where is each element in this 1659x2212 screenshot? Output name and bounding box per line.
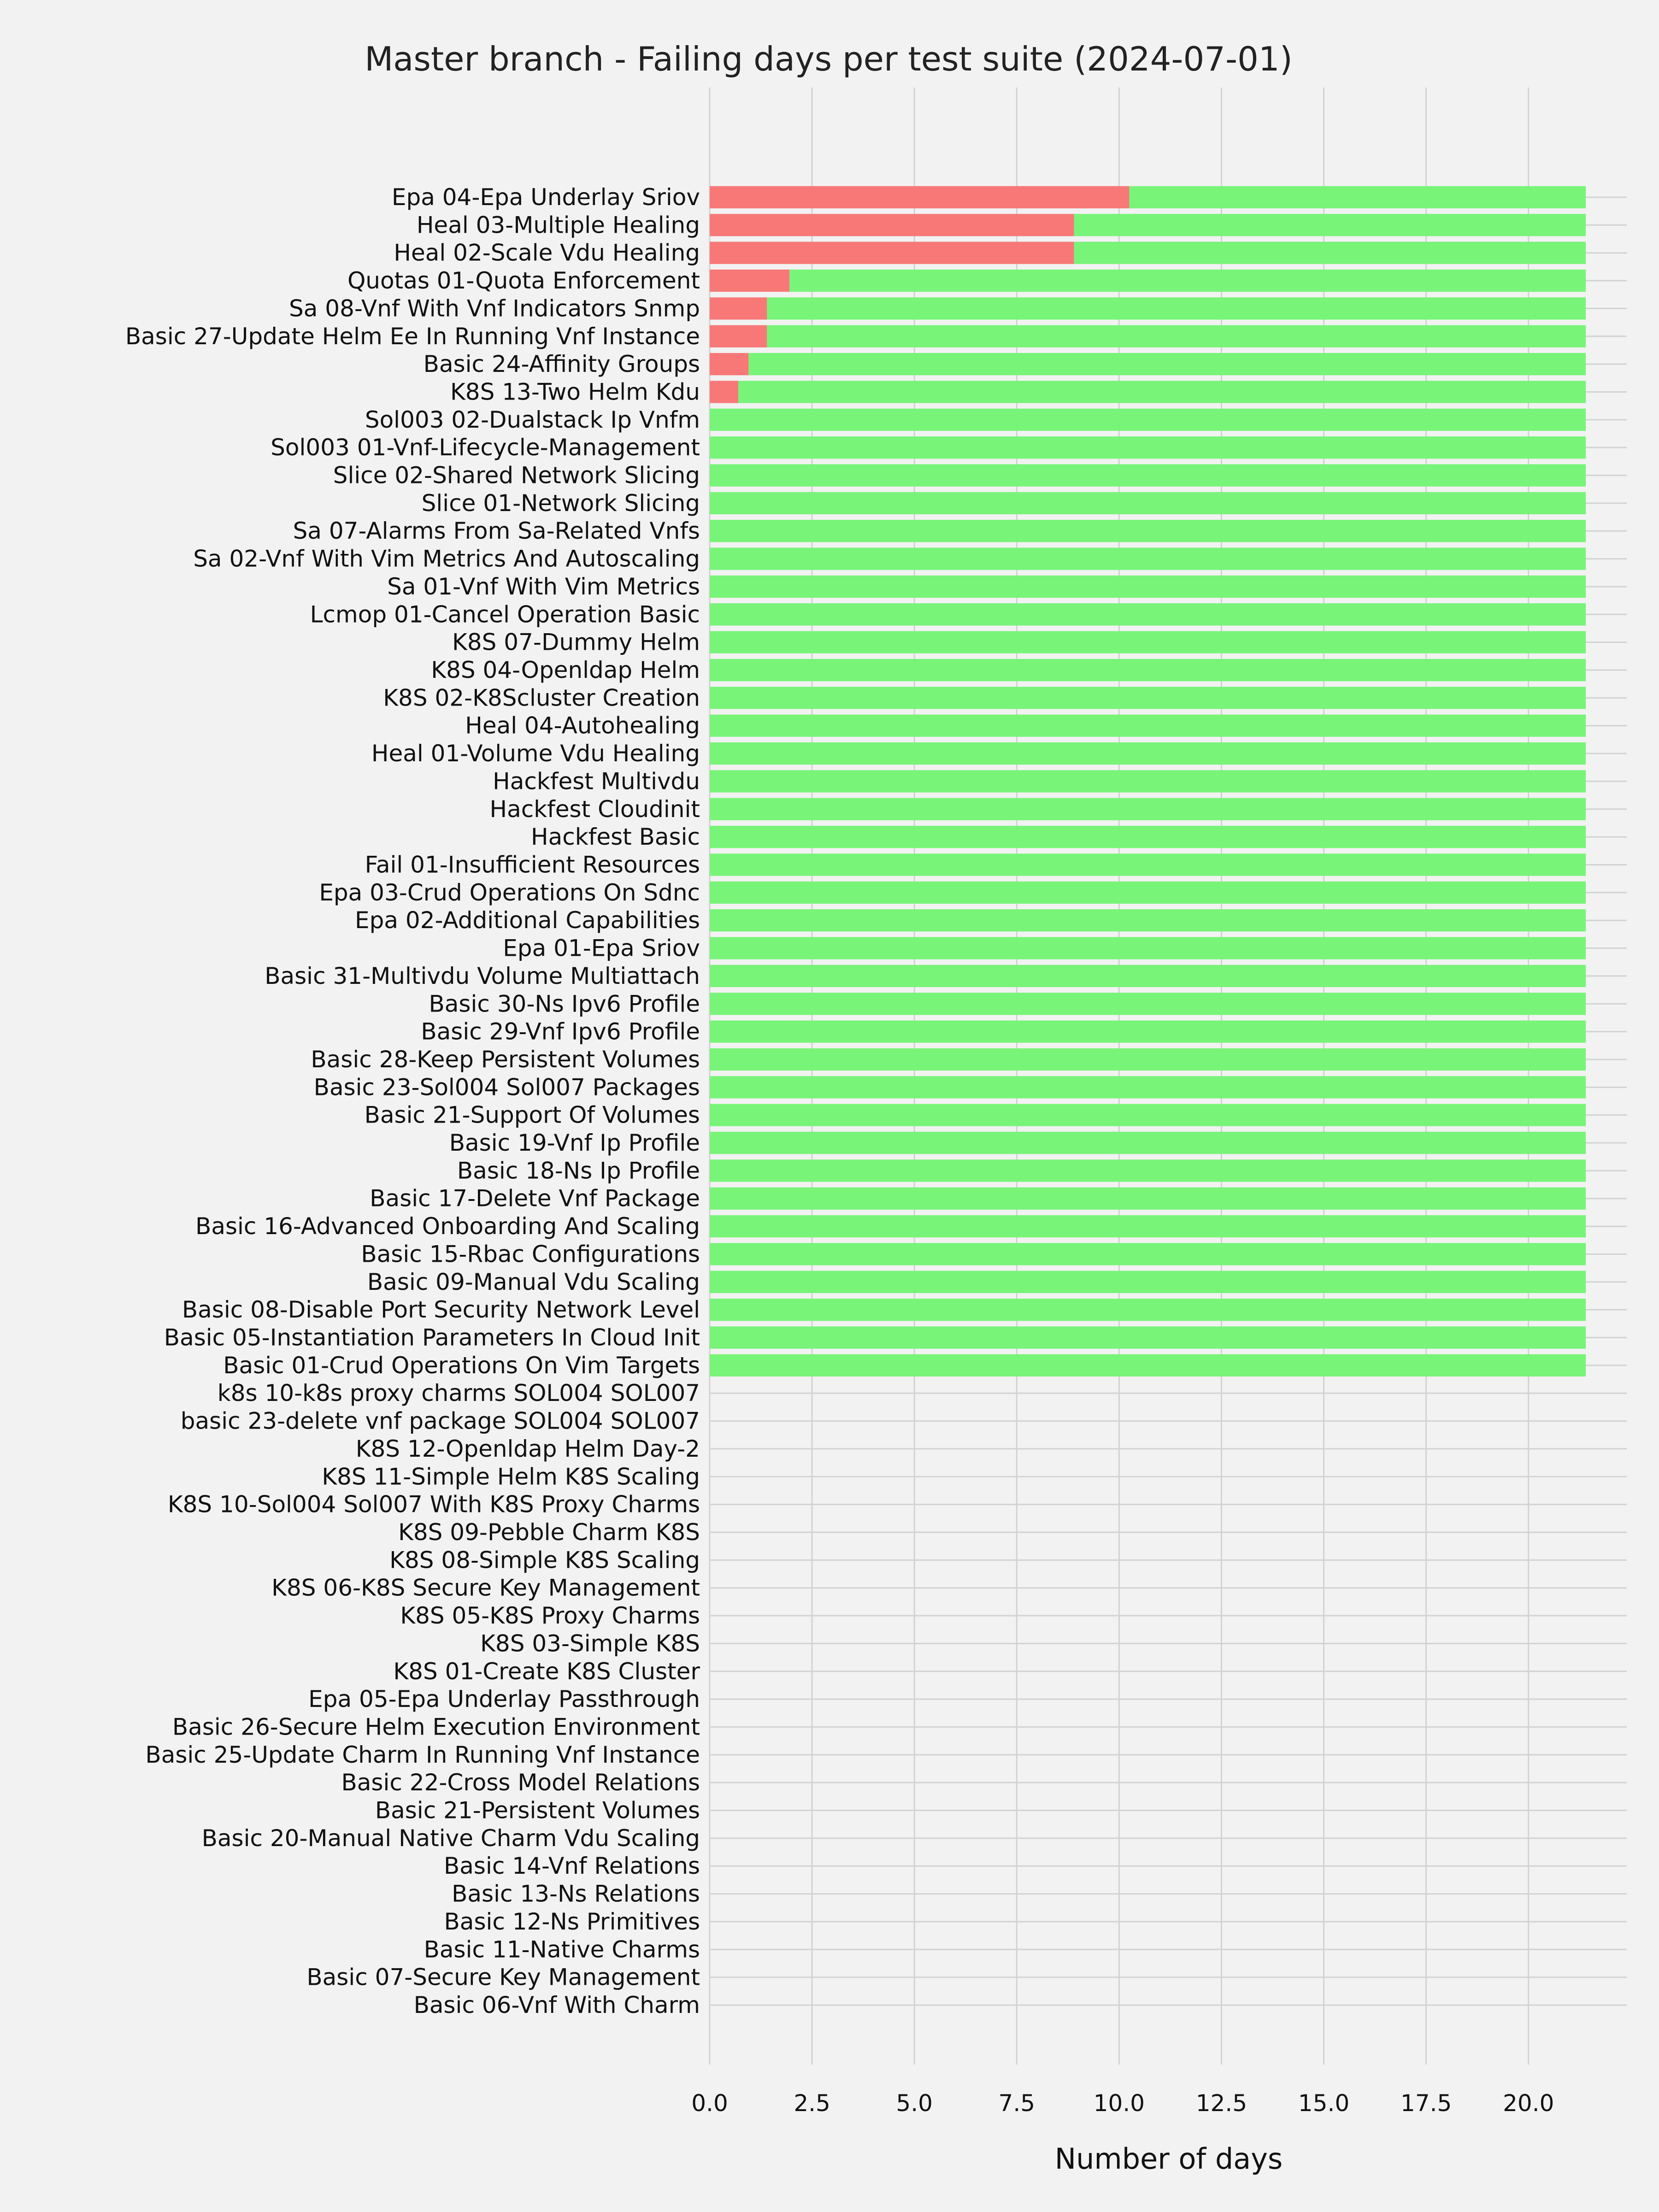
x-tick-label: 5.0 xyxy=(896,2090,933,2117)
y-tick-label: Slice 01-Network Slicing xyxy=(421,489,700,517)
bar-passing xyxy=(710,1048,1586,1071)
x-tick-label: 12.5 xyxy=(1195,2090,1247,2117)
y-tick-label: basic 23-delete vnf package SOL004 SOL007 xyxy=(180,1407,700,1435)
y-tick-label: Sa 01-Vnf With Vim Metrics xyxy=(387,573,700,600)
y-tick-label: Basic 09-Manual Vdu Scaling xyxy=(367,1268,700,1295)
bar-passing xyxy=(767,297,1586,319)
bar-passing xyxy=(710,937,1586,959)
bars xyxy=(710,186,1586,1377)
bar-passing xyxy=(710,909,1586,931)
bar-passing xyxy=(710,464,1586,486)
y-tick-label: Basic 31-Multivdu Volume Multiattach xyxy=(265,962,700,989)
y-tick-label: Lcmop 01-Cancel Operation Basic xyxy=(310,601,700,628)
x-tick-label: 15.0 xyxy=(1298,2090,1350,2117)
y-tick-label: K8S 08-Simple K8S Scaling xyxy=(389,1547,700,1574)
y-tick-label: Basic 29-Vnf Ipv6 Profile xyxy=(421,1018,700,1045)
y-tick-label: Basic 14-Vnf Relations xyxy=(443,1853,700,1880)
y-tick-label: Epa 01-Epa Sriov xyxy=(503,935,700,962)
bar-passing xyxy=(710,1215,1586,1237)
y-tick-label: Basic 24-Affinity Groups xyxy=(423,351,700,378)
y-tick-label: Hackfest Cloudinit xyxy=(489,795,700,823)
bar-passing xyxy=(710,742,1586,765)
bar-passing xyxy=(710,1243,1586,1265)
y-tick-label: Basic 19-Vnf Ip Profile xyxy=(449,1130,700,1157)
bar-passing xyxy=(710,492,1586,514)
x-tick-label: 10.0 xyxy=(1093,2090,1145,2117)
x-axis-label: Number of days xyxy=(1054,2142,1283,2176)
chart-title: Master branch - Failing days per test suite (2024-07-01) xyxy=(365,40,1293,78)
bar-passing xyxy=(710,798,1586,820)
bar-passing xyxy=(710,853,1586,876)
y-tick-label: K8S 02-K8Scluster Creation xyxy=(383,684,700,712)
y-tick-label: Sa 08-Vnf With Vnf Indicators Snmp xyxy=(289,295,700,322)
y-tick-label: Hackfest Multivdu xyxy=(493,768,700,795)
bar-passing xyxy=(710,409,1586,431)
y-tick-label: K8S 04-Openldap Helm xyxy=(431,657,700,684)
bar-passing xyxy=(710,1354,1586,1377)
bar-passing xyxy=(710,1299,1586,1321)
y-tick-label: Basic 05-Instantiation Parameters In Cloud Init xyxy=(164,1324,700,1351)
x-tick-label: 7.5 xyxy=(998,2090,1035,2117)
y-tick-label: Basic 28-Keep Persistent Volumes xyxy=(311,1046,700,1073)
bar-passing xyxy=(789,270,1586,292)
y-tick-label: K8S 03-Simple K8S xyxy=(480,1630,700,1657)
bar-failing xyxy=(710,297,767,319)
y-tick-label: K8S 06-K8S Secure Key Management xyxy=(271,1574,700,1601)
bar-passing xyxy=(710,965,1586,987)
y-tick-label: K8S 01-Create K8S Cluster xyxy=(393,1658,700,1685)
y-tick-label: Basic 08-Disable Port Security Network Level xyxy=(182,1296,700,1324)
y-tick-label: Basic 17-Delete Vnf Package xyxy=(370,1185,700,1212)
bar-passing xyxy=(710,993,1586,1015)
y-tick-label: Heal 04-Autohealing xyxy=(465,712,700,739)
y-tick-label: K8S 13-Two Helm Kdu xyxy=(450,378,700,406)
bar-passing xyxy=(710,882,1586,904)
y-tick-label: K8S 09-Pebble Charm K8S xyxy=(398,1518,700,1546)
bar-passing xyxy=(710,1132,1586,1154)
y-tick-label: Hackfest Basic xyxy=(531,824,700,851)
y-tick-label: Basic 07-Secure Key Management xyxy=(306,1964,700,1991)
bar-failing xyxy=(710,214,1074,236)
x-tick-label: 20.0 xyxy=(1503,2090,1554,2117)
bar-passing xyxy=(710,1104,1586,1126)
y-tick-label: Basic 21-Persistent Volumes xyxy=(375,1797,700,1824)
y-tick-label: k8s 10-k8s proxy charms SOL004 SOL007 xyxy=(217,1380,700,1407)
y-tick-label: Heal 02-Scale Vdu Healing xyxy=(394,239,700,266)
y-tick-label: Basic 06-Vnf With Charm xyxy=(413,1992,700,2018)
x-tick-labels xyxy=(691,2090,1554,2117)
bar-passing xyxy=(710,687,1586,709)
y-tick-label: Sa 02-Vnf With Vim Metrics And Autoscaling xyxy=(193,545,700,572)
y-tick-label: Quotas 01-Quota Enforcement xyxy=(347,267,700,294)
bar-passing xyxy=(710,1271,1586,1293)
bar-passing xyxy=(710,659,1586,681)
bar-passing xyxy=(1130,186,1586,208)
y-tick-label: Basic 15-Rbac Configurations xyxy=(361,1241,700,1268)
y-tick-label: K8S 11-Simple Helm K8S Scaling xyxy=(322,1463,700,1490)
bar-passing xyxy=(710,547,1586,570)
y-tick-label: Epa 02-Additional Capabilities xyxy=(355,907,700,934)
y-tick-label: Basic 18-Ns Ip Profile xyxy=(457,1157,700,1184)
bar-passing xyxy=(710,770,1586,792)
y-tick-label: Basic 01-Crud Operations On Vim Targets xyxy=(223,1352,700,1379)
bar-failing xyxy=(710,270,789,292)
bar-failing xyxy=(710,186,1130,208)
y-tick-label: Fail 01-Insufficient Resources xyxy=(365,851,700,878)
x-tick-label: 17.5 xyxy=(1400,2090,1452,2117)
y-tick-label: Basic 25-Update Charm In Running Vnf Instance xyxy=(145,1741,700,1768)
y-tick-label: Basic 12-Ns Primitives xyxy=(444,1908,700,1935)
y-tick-label: Basic 21-Support Of Volumes xyxy=(364,1101,700,1129)
bar-passing xyxy=(710,1076,1586,1098)
y-tick-label: Basic 27-Update Helm Ee In Running Vnf Instance xyxy=(125,323,700,350)
bar-failing xyxy=(710,242,1074,264)
y-tick-label: Basic 16-Advanced Onboarding And Scaling xyxy=(195,1213,700,1240)
y-tick-label: Epa 04-Epa Underlay Sriov xyxy=(391,184,700,211)
y-tick-label: Sol003 02-Dualstack Ip Vnfm xyxy=(365,406,700,433)
bar-passing xyxy=(710,576,1586,598)
y-tick-label: Basic 22-Cross Model Relations xyxy=(341,1769,700,1796)
x-tick-label: 0.0 xyxy=(691,2090,728,2117)
bar-passing xyxy=(748,353,1586,375)
y-tick-label: Heal 03-Multiple Healing xyxy=(416,212,700,239)
bar-passing xyxy=(1074,242,1586,264)
y-tick-label: Slice 02-Shared Network Slicing xyxy=(333,462,700,489)
y-tick-label: Basic 20-Manual Native Charm Vdu Scaling xyxy=(201,1824,700,1852)
bar-failing xyxy=(710,381,738,403)
y-tick-label: Epa 05-Epa Underlay Passthrough xyxy=(308,1686,700,1713)
y-tick-label: K8S 07-Dummy Helm xyxy=(452,629,700,656)
bar-passing xyxy=(710,1020,1586,1042)
bar-passing xyxy=(1074,214,1586,236)
y-tick-label: Basic 13-Ns Relations xyxy=(452,1880,700,1907)
y-tick-label: Sa 07-Alarms From Sa-Related Vnfs xyxy=(293,518,700,545)
bar-passing xyxy=(710,826,1586,848)
y-tick-label: K8S 12-Openldap Helm Day-2 xyxy=(355,1435,700,1462)
bar-passing xyxy=(710,520,1586,542)
bar-passing xyxy=(710,715,1586,737)
bar-passing xyxy=(710,1326,1586,1348)
bar-passing xyxy=(767,325,1586,347)
bar-passing xyxy=(710,1188,1586,1210)
y-tick-label: K8S 10-Sol004 Sol007 With K8S Proxy Charms xyxy=(167,1491,700,1518)
bar-passing xyxy=(710,436,1586,459)
y-tick-label: K8S 05-K8S Proxy Charms xyxy=(400,1602,700,1630)
y-tick-label: Basic 26-Secure Helm Execution Environment xyxy=(172,1713,700,1741)
bar-passing xyxy=(710,603,1586,625)
bar-passing xyxy=(738,381,1586,403)
y-tick-label: Heal 01-Volume Vdu Healing xyxy=(371,740,700,767)
x-tick-label: 2.5 xyxy=(794,2090,830,2117)
y-tick-label: Epa 03-Crud Operations On Sdnc xyxy=(319,879,700,906)
y-tick-label: Basic 30-Ns Ipv6 Profile xyxy=(429,990,700,1018)
bar-passing xyxy=(710,631,1586,653)
y-tick-label: Basic 11-Native Charms xyxy=(424,1936,700,1963)
bar-passing xyxy=(710,1159,1586,1182)
y-tick-label: Sol003 01-Vnf-Lifecycle-Management xyxy=(271,434,700,461)
y-tick-label: Basic 23-Sol004 Sol007 Packages xyxy=(313,1074,700,1101)
bar-failing xyxy=(710,353,748,375)
bar-failing xyxy=(710,325,767,347)
